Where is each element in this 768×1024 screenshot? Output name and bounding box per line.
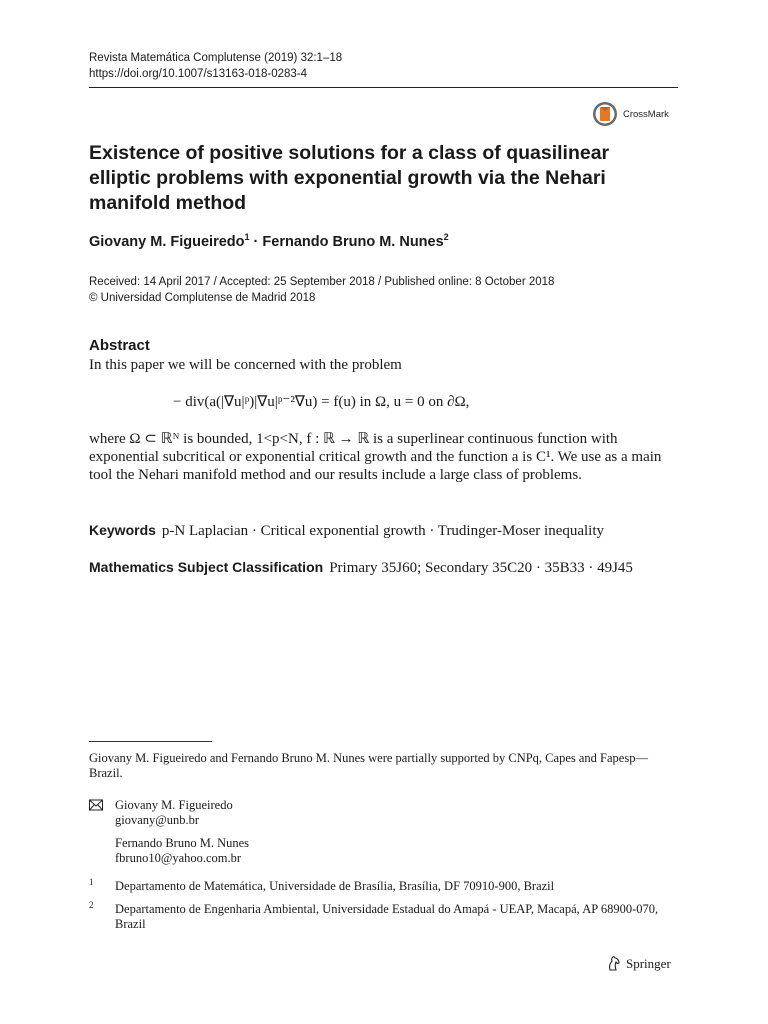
author-line <box>89 232 449 250</box>
author-contact-name: Giovany M. Figueiredo <box>115 798 233 812</box>
crossmark-label: CrossMark <box>623 108 669 120</box>
history-dates: Received: 14 April 2017 / Accepted: 25 September 2018 / Published online: 8 October 2018 <box>89 276 555 288</box>
author-email[interactable]: giovany@unb.br <box>115 813 200 827</box>
keywords-label: Keywords <box>89 522 156 538</box>
doi-link[interactable]: https://doi.org/10.1007/s13163-018-0283-4 <box>89 68 308 80</box>
journal-citation: Revista Matemática Complutense (2019) 32:1–18 <box>89 52 343 64</box>
display-equation: − div(a(|∇u|ᵖ)|∇u|ᵖ⁻²∇u) = f(u) in Ω, u = 0 on ∂Ω, <box>173 394 470 410</box>
keywords-line <box>89 521 604 540</box>
affiliation-2: Departamento de Engenharia Ambiental, Universidade Estadual do Amapá - UEAP, Macapá, AP 68900-070, Brazil <box>115 902 659 931</box>
springer-horse-icon <box>606 955 622 972</box>
crossmark-badge[interactable] <box>592 99 680 129</box>
publisher-name: Springer <box>626 955 671 971</box>
author-email[interactable]: fbruno10@yahoo.com.br <box>115 851 242 865</box>
msc-text: Primary 35J60; Secondary 35C20 · 35B33 · 49J45 <box>329 560 633 576</box>
publication-dates <box>89 274 554 306</box>
publisher-logo <box>606 955 671 972</box>
article-title: Existence of positive solutions for a class of quasilinear elliptic problems with exponential growth via the Nehari manifold method <box>89 142 610 214</box>
msc-line <box>89 558 679 577</box>
journal-header <box>89 50 342 82</box>
funding-note: Giovany M. Figueiredo and Fernando Bruno M. Nunes were partially supported by CNPq, Capes and Fapesp—Brazil. <box>89 751 648 780</box>
affiliation-ref: 2 <box>443 232 449 242</box>
author-contact-name: Fernando Bruno M. Nunes <box>115 836 250 850</box>
affiliation-number: 2 <box>89 900 94 910</box>
crossmark-icon <box>592 101 618 127</box>
abstract-heading: Abstract <box>89 337 150 354</box>
abstract-intro: In this paper we will be concerned with the problem <box>89 357 402 373</box>
affiliation-number: 1 <box>89 877 94 887</box>
coauthor-contact <box>115 836 249 866</box>
affiliation-ref: 1 <box>244 232 250 242</box>
corresponding-author <box>115 798 233 828</box>
footnote-rule <box>89 741 212 742</box>
author-name[interactable]: Giovany M. Figueiredo <box>89 233 245 250</box>
author-separator: · <box>253 233 259 250</box>
envelope-icon[interactable] <box>89 799 103 811</box>
author-name[interactable]: Fernando Bruno M. Nunes <box>262 233 444 250</box>
affiliation-1: Departamento de Matemática, Universidade de Brasília, Brasília, DF 70910-900, Brazil <box>115 879 555 893</box>
header-rule <box>89 87 678 88</box>
copyright-line: © Universidad Complutense de Madrid 2018 <box>89 292 316 304</box>
keywords-text: p-N Laplacian · Critical exponential growth · Trudinger-Moser inequality <box>161 523 605 539</box>
msc-label: Mathematics Subject Classification <box>89 559 324 575</box>
abstract-body: where Ω ⊂ ℝᴺ is bounded, 1<p<N, f : ℝ → ℝ is a superlinear continuous function with exponential subcritical or exponential critical growth and the function a is C¹. We use as a main tool the Nehari manifold method and our results include a large class of problems. <box>89 431 662 483</box>
